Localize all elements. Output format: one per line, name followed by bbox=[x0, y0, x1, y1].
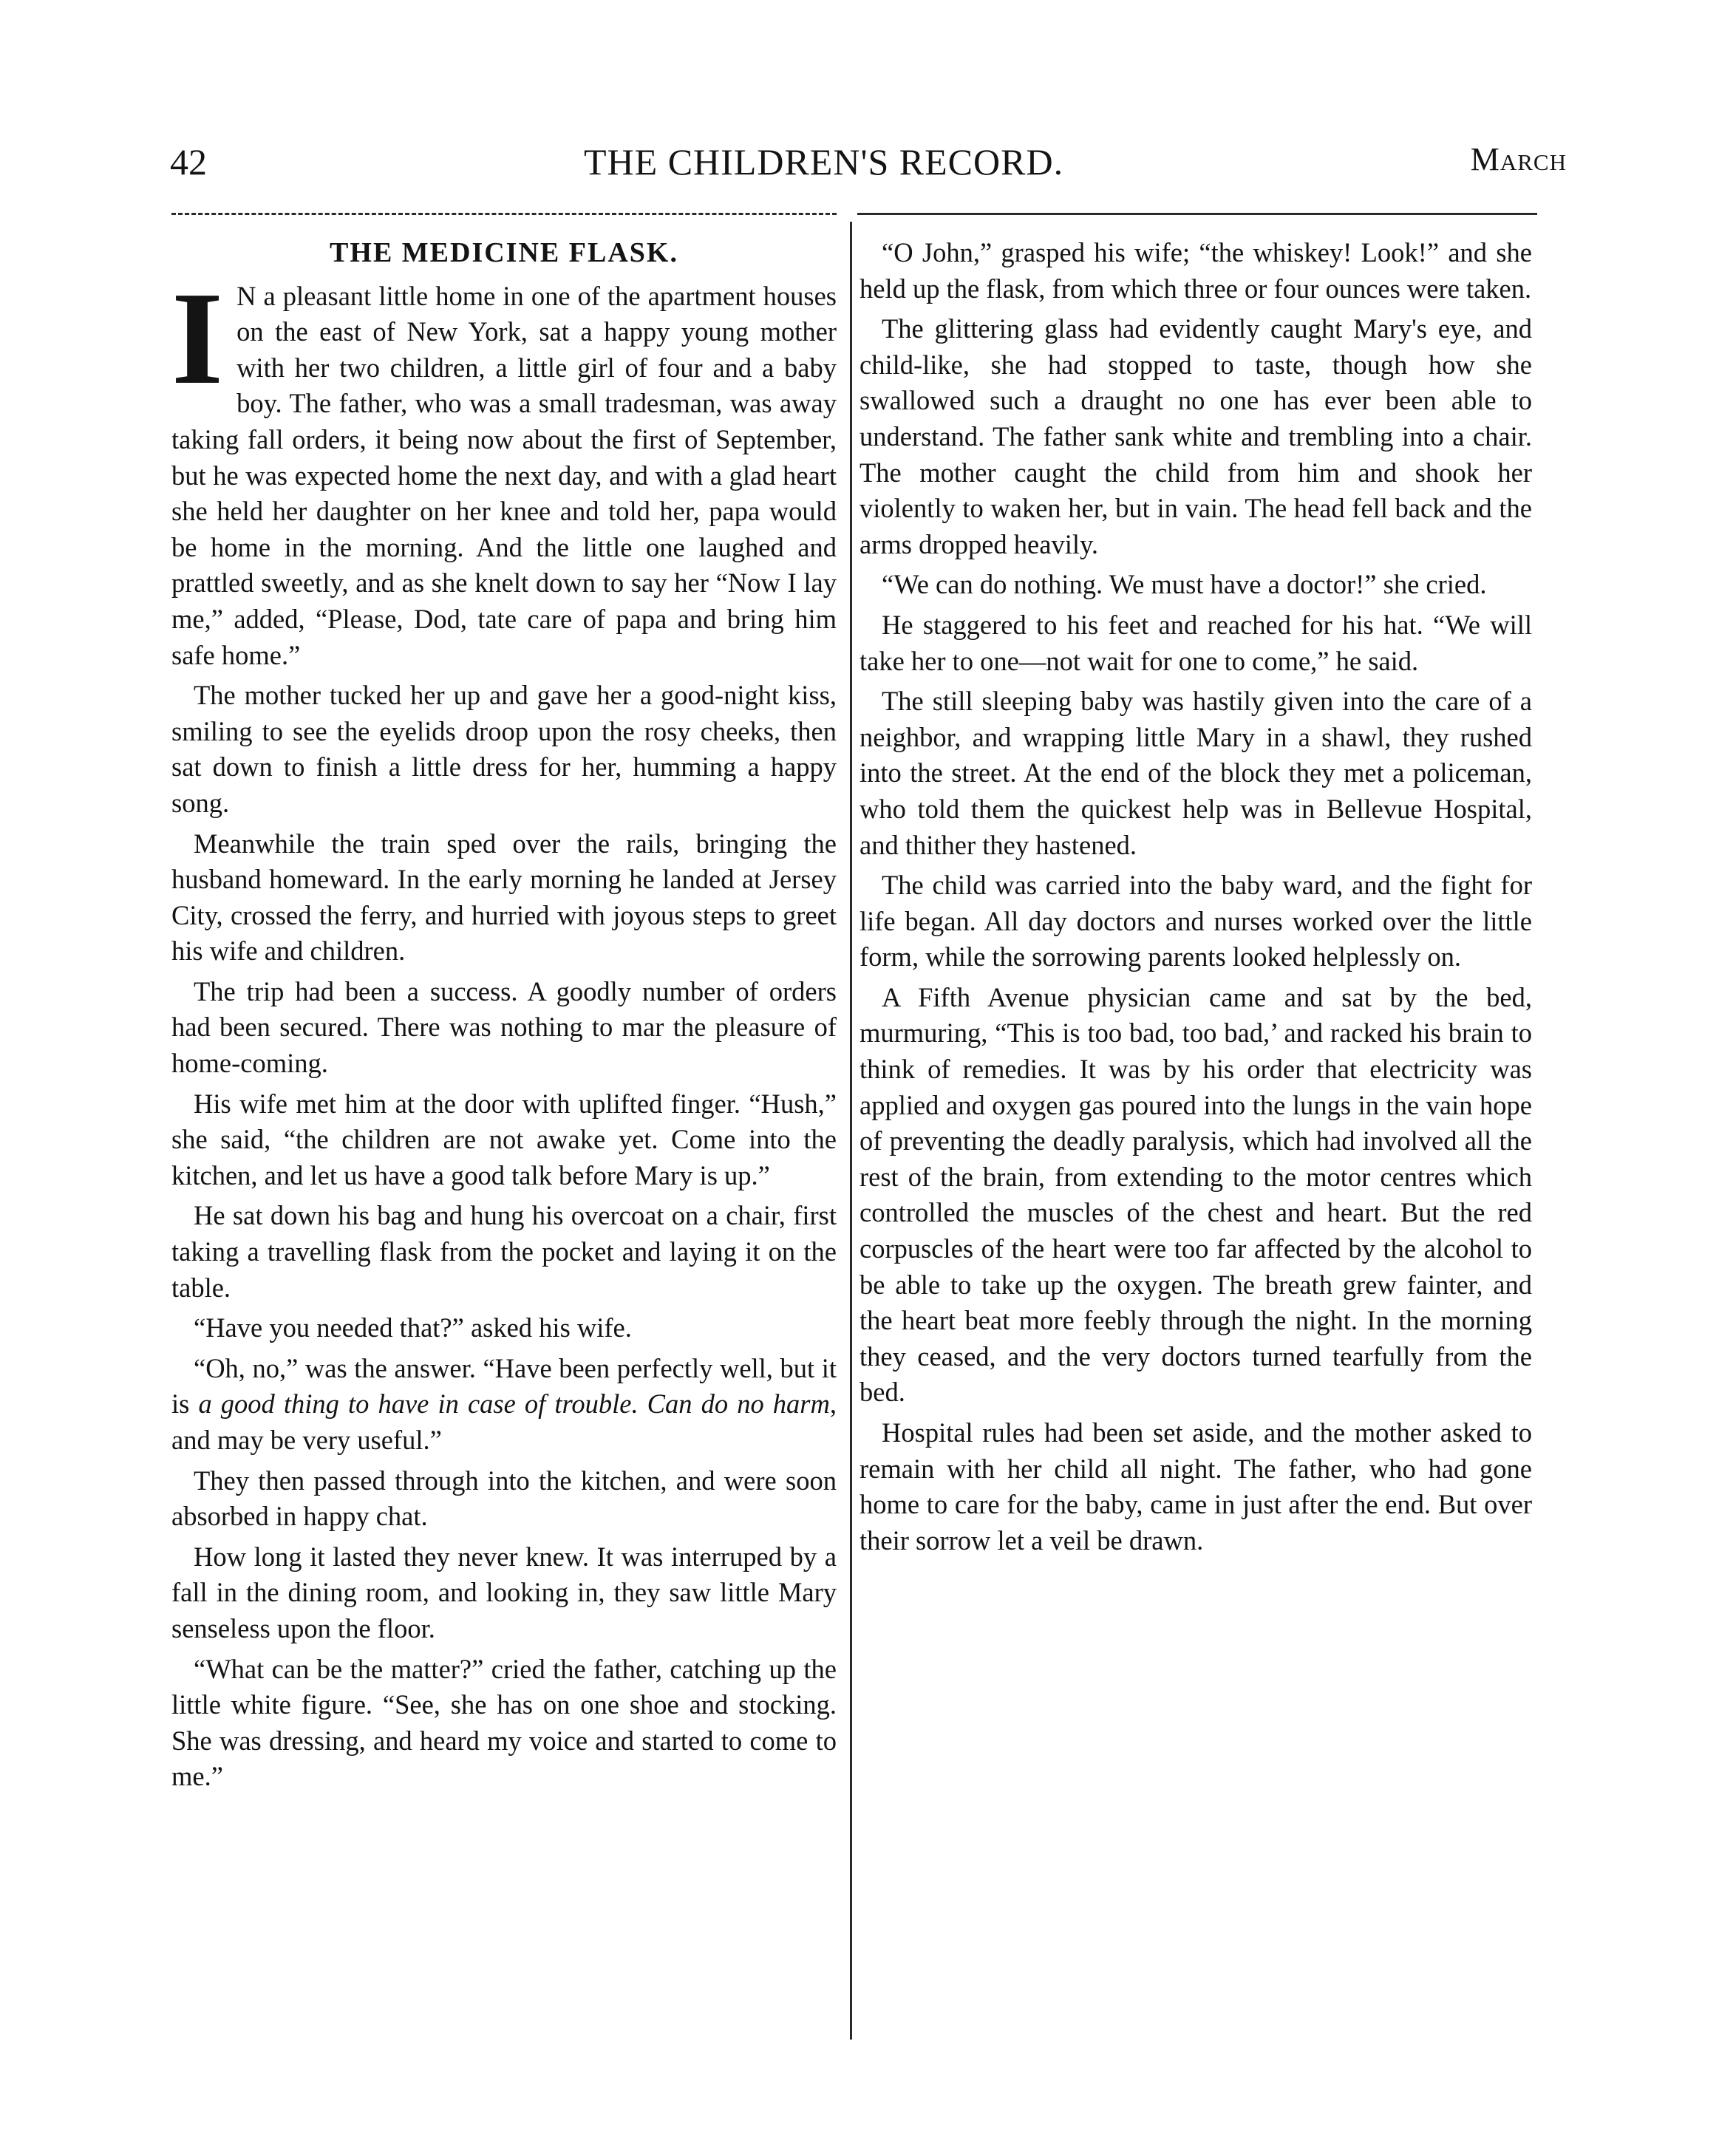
paragraph-19: Hospital rules had been set aside, and the mother asked to remain with her child all night. The father, who had gone home to care for the baby, came in just after the end. But over their sorrow let a veil be drawn. bbox=[860, 1417, 1532, 1556]
paragraph-17: The child was carried into the baby ward, and the fight for life began. All day doctors and nurses worked over the little form, while the sorrowing parents looked helplessly on. bbox=[860, 870, 1532, 972]
right-column bbox=[860, 235, 1532, 1563]
p8-italic-1: a good thing to have in case of trouble. bbox=[198, 1389, 639, 1420]
publication-title: THE CHILDREN'S RECORD. bbox=[584, 141, 1064, 183]
paragraph-12: “O John,” grasped his wife; “the whiskey! Look!” and she held up the flask, from which three or four ounces were taken. bbox=[860, 237, 1532, 304]
header-rule-right bbox=[857, 213, 1537, 215]
article-title: THE MEDICINE FLASK. bbox=[330, 237, 678, 268]
paragraph-1 bbox=[171, 264, 837, 674]
paragraph-6: He sat down his bag and hung his overcoat on a chair, first taking a travelling flask from the pocket and laying it on the table. bbox=[171, 1200, 837, 1303]
column-divider bbox=[850, 222, 852, 2040]
paragraph-16: The still sleeping baby was hastily given into the care of a neighbor, and wrapping little Mary in a shawl, they rushed into the street. At the end of the block they met a policeman, who told them the quickest help was in Bellevue Hospital, and thither they hastened. bbox=[860, 686, 1532, 860]
paragraph-8 bbox=[171, 1351, 837, 1459]
paragraph-5: His wife met him at the door with uplifted finger. “Hush,” she said, “the children are not awake yet. Come into the kitchen, and let us have a good talk before Mary is up.” bbox=[171, 1088, 837, 1190]
p8-text-c: , and may be very useful.” bbox=[171, 1389, 837, 1455]
paragraph-11: “What can be the matter?” cried the father, catching up the little white figure. “See, she has on one shoe and stocking. She was dressing, and heard my voice and started to come to me.” bbox=[171, 1653, 837, 1792]
paragraph-18: A Fifth Avenue physician came and sat by the bed, murmuring, “This is too bad, too bad,’ and racked his brain to think of remedies. It was by his order that electricity was applied and oxygen gas poured into the lungs in the vain hope of preventing the deadly paralysis, which had involved all the rest of the brain, from extending to the motor centres which controlled the muscles of the chest and heart. But the red corpuscles of the heart were too far affected by the alcohol to be able to take up the oxygen. The breath grew fainter, and the heart beat more feebly through the night. In the morning they ceased, and the very doctors turned tearfully from the bed. bbox=[860, 981, 1532, 1408]
p8-text-b bbox=[639, 1389, 647, 1419]
paragraph-3: Meanwhile the train sped over the rails, bringing the husband homeward. In the early morning he landed at Jersey City, crossed the ferry, and hurried with joyous steps to greet his wife and children. bbox=[171, 828, 837, 967]
drop-cap-letter: I bbox=[171, 264, 224, 412]
header-rule-left bbox=[171, 213, 837, 215]
paragraph-7: “Have you needed that?” asked his wife. bbox=[194, 1312, 632, 1343]
paragraph-1-text: N a pleasant little home in one of the apartment houses on the east of New York, sat a happy young mother with her two children, a little girl of four and a baby boy. The father, who was a small tradesman, was away taking fall orders, it being now about the first of September, but he was expected home the next day, and with a glad heart she held her daughter on her knee and told her, papa would be home in the morning. And the little one laughed and prattled sweetly, and as she knelt down to say her “Now I lay me,” added, “Please, Dod, tate care of papa and bring him safe home.” bbox=[171, 280, 837, 670]
p8-text-a: “Oh, no,” was the answer. “Have been perfectly well, but it is bbox=[171, 1352, 837, 1420]
issue-month: March bbox=[1470, 141, 1567, 177]
paragraph-13: The glittering glass had evidently caught Mary's eye, and child-like, she had stopped to taste, though how she swallowed such a draught no one has ever been able to understand. The father sank white and trembling into a chair. The mother caught the child from him and shook her violently to waken her, but in vain. The head fell back and the arms dropped heavily. bbox=[860, 313, 1532, 559]
page-header bbox=[163, 140, 1582, 192]
page-number: 42 bbox=[170, 141, 207, 183]
paragraph-15: He staggered to his feet and reached for his hat. “We will take her to one—not wait for one to come,” he said. bbox=[860, 609, 1532, 676]
paragraph-10: How long it lasted they never knew. It was interruped by a fall in the dining room, and looking in, they saw little Mary senseless upon the floor. bbox=[171, 1541, 837, 1643]
paragraph-2: The mother tucked her up and gave her a good-night kiss, smiling to see the eyelids droop upon the rosy cheeks, then sat down to finish a little dress for her, humming a happy song. bbox=[171, 680, 837, 818]
paragraph-4: The trip had been a success. A goodly number of orders had been secured. There was nothing to mar the pleasure of home-coming. bbox=[171, 975, 837, 1079]
p8-italic-2: Can do no harm bbox=[647, 1389, 830, 1420]
left-column bbox=[171, 235, 837, 1799]
paragraph-9: They then passed through into the kitchen, and were soon absorbed in happy chat. bbox=[171, 1465, 837, 1532]
paragraph-14: “We can do nothing. We must have a doctor!” she cried. bbox=[882, 569, 1487, 600]
